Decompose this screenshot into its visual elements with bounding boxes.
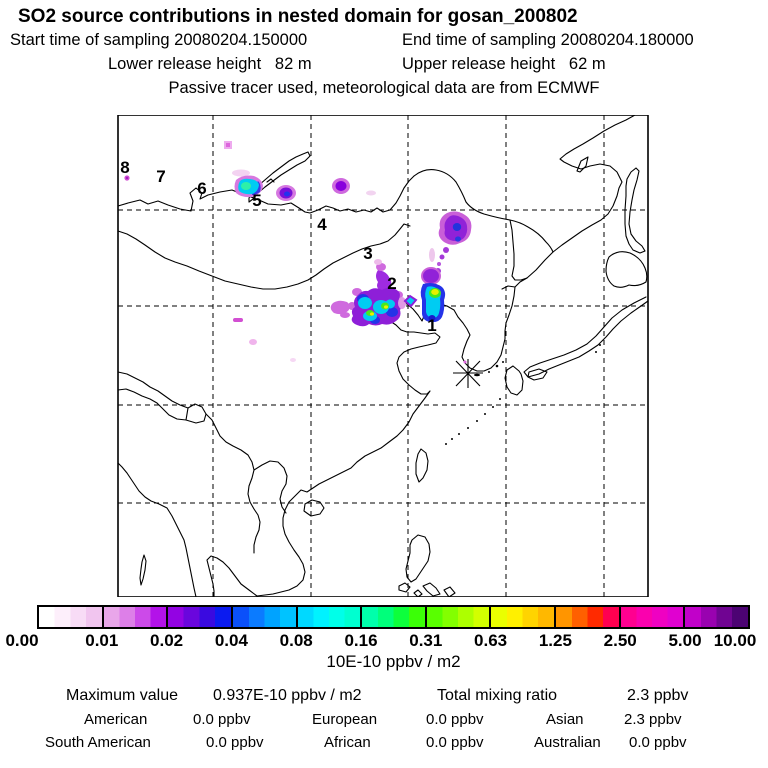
plot-title: SO2 source contributions in nested domain for gosan_200802 bbox=[18, 6, 578, 27]
region-american-value: 0.0 ppbv bbox=[193, 711, 251, 728]
border-amur bbox=[414, 170, 553, 252]
colorbar-tick-10.00: 10.00 bbox=[713, 631, 757, 650]
total-mixing-label: Total mixing ratio bbox=[437, 687, 558, 704]
region-african-value: 0.0 ppbv bbox=[426, 734, 484, 751]
colorbar-segment-7 bbox=[491, 607, 556, 627]
region-american-label: American bbox=[84, 711, 148, 728]
map-svg bbox=[0, 115, 768, 597]
total-mixing-value: 2.3 ppbv bbox=[627, 687, 689, 704]
colorbar-tick-0.01: 0.01 bbox=[85, 631, 119, 650]
region-asian-label: Asian bbox=[546, 711, 584, 728]
colorbar-tick-0.04: 0.04 bbox=[214, 631, 248, 650]
colorbar-tick-0.02: 0.02 bbox=[150, 631, 184, 650]
source-label-6: 6 bbox=[197, 179, 207, 198]
islands-philippines bbox=[399, 583, 455, 597]
lower-release-text: Lower release height 82 m bbox=[108, 55, 312, 73]
colorbar-tick-0.16: 0.16 bbox=[344, 631, 378, 650]
island-honshu bbox=[524, 297, 648, 377]
receptor-star-icon bbox=[453, 359, 483, 388]
island-kyushu bbox=[505, 366, 523, 395]
end-time-text: End time of sampling 20080204.180000 bbox=[402, 31, 694, 49]
island-shantar bbox=[577, 157, 588, 172]
plume-violet-b bbox=[332, 178, 350, 194]
region-south-american-value: 0.0 ppbv bbox=[206, 734, 264, 751]
island-hokkaido bbox=[606, 252, 647, 288]
colorbar-tick-0.63: 0.63 bbox=[474, 631, 508, 650]
plumes bbox=[124, 141, 471, 364]
source-label-7: 7 bbox=[156, 167, 166, 186]
colorbar-tick-2.50: 2.50 bbox=[603, 631, 637, 650]
map-panel bbox=[0, 115, 768, 597]
plume-violet-a bbox=[276, 185, 296, 201]
maximum-value-label: Maximum value bbox=[66, 687, 179, 704]
colorbar-tick-5.00: 5.00 bbox=[668, 631, 702, 650]
region-european-value: 0.0 ppbv bbox=[426, 711, 484, 728]
plume-bohai-column bbox=[421, 267, 445, 322]
region-european-label: European bbox=[312, 711, 378, 728]
colorbar-segment-0 bbox=[39, 607, 104, 627]
region-south-american-label: South American bbox=[45, 734, 151, 751]
source-label-5: 5 bbox=[252, 191, 262, 210]
tracer-note-text: Passive tracer used, meteorological data are from ECMWF bbox=[168, 79, 600, 97]
borders-west bbox=[118, 372, 206, 423]
border-ussuri bbox=[510, 220, 527, 280]
colorbar-segment-1 bbox=[104, 607, 169, 627]
colorbar-tick-1.25: 1.25 bbox=[538, 631, 572, 650]
island-hainan bbox=[304, 500, 324, 516]
source-label-3: 3 bbox=[363, 244, 373, 263]
colorbar-segment-10 bbox=[685, 607, 748, 627]
colorbar-segment-2 bbox=[168, 607, 233, 627]
plume-faint-a bbox=[366, 191, 376, 196]
colorbar-segment-4 bbox=[298, 607, 363, 627]
colorbar bbox=[37, 605, 750, 629]
coast-okhotsk bbox=[527, 115, 635, 278]
coast-korea bbox=[434, 278, 527, 371]
colorbar-segment-6 bbox=[427, 607, 492, 627]
maximum-value: 0.937E-10 ppbv / m2 bbox=[213, 687, 362, 704]
island-taiwan bbox=[416, 449, 428, 482]
plume-faint-b bbox=[249, 339, 257, 345]
colorbar-segment-8 bbox=[556, 607, 621, 627]
region-asian-value: 2.3 ppbv bbox=[624, 711, 682, 728]
plume-faint-c bbox=[290, 358, 296, 362]
borders-indochina bbox=[206, 414, 287, 553]
colorbar-tick-0.31: 0.31 bbox=[409, 631, 443, 650]
region-african-label: African bbox=[324, 734, 371, 751]
upper-release-text: Upper release height 62 m bbox=[402, 55, 606, 73]
colorbar-tick-0.00: 0.00 bbox=[5, 631, 39, 650]
coast-myanmar bbox=[118, 463, 196, 597]
island-andaman bbox=[140, 555, 146, 585]
plume-faint-d bbox=[464, 361, 467, 364]
colorbar-segment-3 bbox=[233, 607, 298, 627]
source-label-4: 4 bbox=[317, 215, 327, 234]
plume-dash bbox=[233, 318, 243, 322]
plume-main-cluster bbox=[331, 259, 416, 326]
region-australian-label: Australian bbox=[534, 734, 601, 751]
colorbar-tick-0.08: 0.08 bbox=[279, 631, 313, 650]
island-luzon bbox=[406, 535, 430, 582]
source-label-8: 8 bbox=[120, 158, 130, 177]
coast-bohai-china bbox=[207, 302, 440, 597]
colorbar-unit-label: 10E-10 ppbv / m2 bbox=[326, 652, 461, 671]
source-label-2: 2 bbox=[387, 274, 397, 293]
colorbar-segment-5 bbox=[362, 607, 427, 627]
region-australian-value: 0.0 ppbv bbox=[629, 734, 687, 751]
colorbar-segment-9 bbox=[621, 607, 686, 627]
plume-spot-small bbox=[224, 141, 232, 149]
source-label-1: 1 bbox=[427, 316, 437, 335]
start-time-text: Start time of sampling 20080204.150000 bbox=[10, 31, 308, 49]
